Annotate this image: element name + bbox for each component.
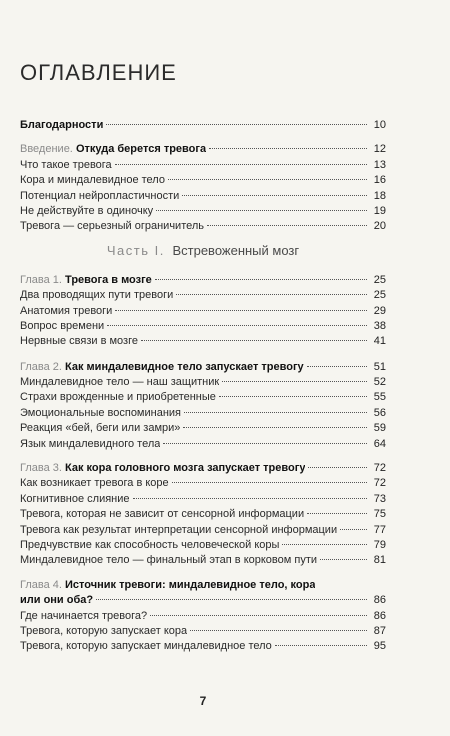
entry-title-continued: или они оба? [20,594,94,607]
page-ref: 13 [373,158,386,171]
leader-dots [155,279,367,280]
entry-title: Как кора головного мозга запускает тревогу [65,462,306,475]
toc-subentry[interactable] [20,421,386,436]
entry-title: Нервные связи в мозге [20,335,138,348]
page-ref: 79 [373,538,386,551]
leader-dots [163,443,367,444]
entry-title: Тревога — серьезный ограничитель [20,220,205,233]
page-ref: 51 [373,360,386,373]
toc-subentry[interactable] [20,173,386,188]
page-ref: 16 [373,174,386,187]
page-ref: 18 [373,189,386,202]
entry-prefix: Введение. [20,143,73,156]
page-ref: 25 [373,289,386,302]
entry-title: Тревога, которая не зависит от сенсорной информации [20,508,305,521]
toc-subentry[interactable] [20,390,386,405]
page-ref: 56 [373,406,386,419]
page-ref: 59 [373,422,386,435]
page-ref: 72 [373,462,386,475]
page-ref: 29 [373,304,386,317]
leader-dots [275,645,367,646]
leader-dots [172,482,367,483]
leader-dots [133,498,367,499]
table-of-contents [20,118,386,655]
toc-subentry[interactable] [20,437,386,452]
page-ref: 86 [373,609,386,622]
page-ref: 41 [373,335,386,348]
toc-subentry[interactable] [20,334,386,349]
page-ref: 38 [373,319,386,332]
page-ref: 55 [373,391,386,404]
leader-dots [96,599,367,600]
entry-title: Как миндалевидное тело запускает тревогу [65,360,304,373]
toc-entry-thanks[interactable] [20,118,386,133]
page-ref: 20 [373,220,386,233]
page-ref: 12 [373,143,386,156]
toc-subentry[interactable] [20,523,386,538]
leader-dots [182,195,367,196]
entry-title: Когнитивное слияние [20,492,130,505]
toc-subentry[interactable] [20,319,386,334]
entry-title: Как возникает тревога в коре [20,477,169,490]
leader-dots [209,148,367,149]
toc-entry-chapter-4[interactable] [20,578,386,593]
page-title: ОГЛАВЛЕНИЕ [20,60,177,85]
page-ref: 75 [373,508,386,521]
entry-title: Два проводящих пути тревоги [20,289,174,302]
toc-subentry[interactable] [20,406,386,421]
entry-title: Тревога, которую запускает миндалевидное тело [20,640,272,653]
toc-entry-chapter-4-continued[interactable] [20,593,386,608]
leader-dots [340,529,367,530]
page-ref: 81 [373,554,386,567]
page-ref: 95 [373,640,386,653]
toc-entry-chapter-1[interactable] [20,273,386,288]
toc-subentry[interactable] [20,288,386,303]
toc-subentry[interactable] [20,538,386,553]
page-ref: 72 [373,477,386,490]
toc-subentry[interactable] [20,476,386,491]
entry-title: Эмоциональные воспоминания [20,406,182,419]
toc-entry-chapter-3[interactable] [20,461,386,476]
entry-title: Тревога в мозге [65,273,152,286]
toc-subentry[interactable] [20,624,386,639]
toc-subentry[interactable] [20,507,386,522]
leader-dots [156,210,367,211]
entry-title: Страхи врожденные и приобретенные [20,391,216,404]
toc-subentry[interactable] [20,204,386,219]
toc-subentry[interactable] [20,609,386,624]
page-ref: 86 [373,594,386,607]
leader-dots [307,366,367,367]
entry-title: Не действуйте в одиночку [20,204,154,217]
toc-subentry[interactable] [20,304,386,319]
leader-dots [222,381,367,382]
toc-subentry[interactable] [20,639,386,654]
leader-dots [184,412,367,413]
entry-title: Вопрос времени [20,319,105,332]
leader-dots [168,179,367,180]
page-ref: 52 [373,376,386,389]
part-label: Часть I. [106,242,165,258]
leader-dots [115,310,367,311]
leader-dots [190,630,367,631]
entry-title: Потенциал нейропластичности [20,189,180,202]
entry-title: Где начинается тревога? [20,609,148,622]
leader-dots [307,513,367,514]
entry-prefix: Глава 2. [20,360,62,373]
page-ref: 10 [373,119,386,131]
toc-subentry[interactable] [20,219,386,234]
entry-prefix: Глава 3. [20,462,62,475]
toc-subentry[interactable] [20,553,386,568]
page-ref: 64 [373,437,386,450]
leader-dots [183,427,367,428]
entry-title: Откуда берется тревога [75,143,207,156]
leader-dots [219,396,367,397]
toc-subentry[interactable] [20,189,386,204]
toc-entry-chapter-2[interactable] [20,360,386,375]
entry-title: Тревога, которую запускает кора [20,624,188,637]
part-title: Встревоженный мозг [172,242,300,258]
part-heading [20,241,386,261]
page-ref: 77 [373,523,386,536]
entry-title: Анатомия тревоги [20,304,113,317]
entry-title: Что такое тревога [20,158,112,171]
leader-dots [150,615,367,616]
leader-dots [141,340,367,341]
toc-subentry[interactable] [20,375,386,390]
entry-title: Тревога как результат интерпретации сенсорной информации [20,523,338,536]
entry-title: Кора и миндалевидное тело [20,174,165,187]
entry-title: Миндалевидное тело — финальный этап в корковом пути [20,554,318,567]
toc-subentry[interactable] [20,492,386,507]
toc-subentry[interactable] [20,158,386,173]
entry-title: Источник тревоги: миндалевидное тело, кора [65,578,316,591]
leader-dots [207,225,367,226]
leader-dots [107,325,367,326]
entry-title: Предчувствие как способность человеческой коры [20,538,280,551]
entry-title: Благодарности [20,119,104,131]
page-ref: 87 [373,624,386,637]
entry-prefix: Глава 1. [20,273,62,286]
leader-dots [176,294,367,295]
page-ref: 73 [373,492,386,505]
entry-title: Язык миндалевидного тела [20,437,161,450]
toc-entry-intro[interactable] [20,142,386,157]
page-ref: 25 [373,273,386,286]
leader-dots [282,544,367,545]
leader-dots [320,559,367,560]
leader-dots [106,124,367,125]
leader-dots [115,164,367,165]
leader-dots [308,467,367,468]
entry-prefix: Глава 4. [20,578,62,591]
page-number: 7 [199,694,207,708]
entry-title: Миндалевидное тело — наш защитник [20,376,220,389]
entry-title: Реакция «бей, беги или замри» [20,422,181,435]
page-ref: 19 [373,204,386,217]
